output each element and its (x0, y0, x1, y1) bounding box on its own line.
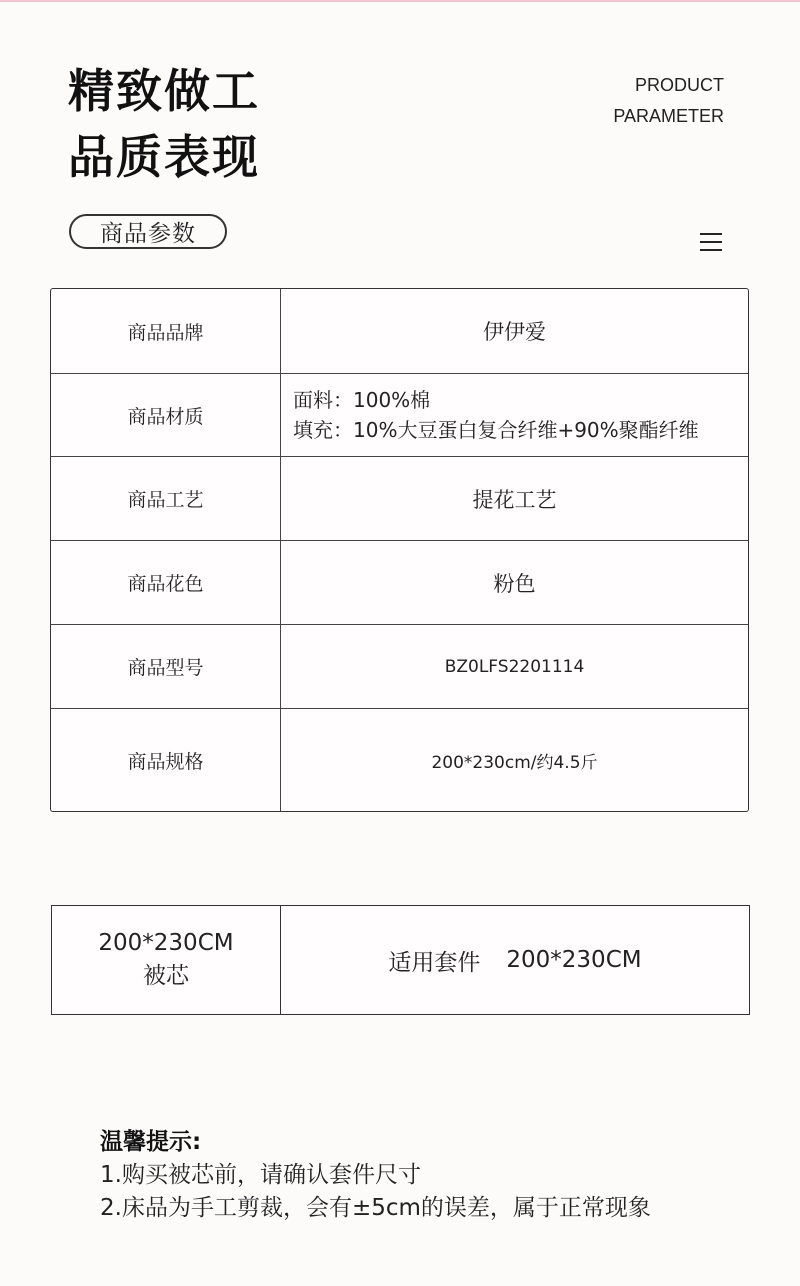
table-row-spec (51, 708, 748, 811)
tips-line-2: 2.床品为手工剪裁，会有±5cm的误差，属于正常现象 (100, 1195, 651, 1221)
size-product-type: 被芯 (143, 963, 189, 989)
row-label: 商品材质 (51, 374, 281, 456)
table-row-brand (51, 289, 748, 373)
top-accent-line (0, 0, 800, 2)
section-pill-label: 商品参数 (69, 214, 227, 249)
fit-set-label: 适用套件 (388, 949, 481, 976)
row-value (281, 374, 748, 456)
english-subtitle-line-1: PRODUCT (635, 75, 724, 95)
material-fabric: 面料：100%棉 (293, 388, 431, 412)
row-value: 粉色 (493, 571, 536, 596)
size-dimension: 200*230CM (98, 930, 234, 956)
menu-icon[interactable] (700, 233, 722, 253)
row-label: 商品工艺 (51, 457, 281, 540)
english-subtitle-line-2: PARAMETER (613, 106, 724, 126)
row-value: 伊伊爱 (483, 320, 546, 344)
title-line-1: 精致做工 (68, 64, 260, 118)
row-label: 商品规格 (51, 709, 281, 811)
row-label: 商品花色 (51, 541, 281, 624)
parameter-table (50, 288, 749, 812)
fit-set-value: 200*230CM (506, 947, 642, 973)
table-row-craft (51, 456, 748, 540)
row-label: 商品型号 (51, 625, 281, 708)
tips-line-1: 1.购买被芯前，请确认套件尺寸 (100, 1162, 421, 1188)
size-table (51, 905, 750, 1015)
tips-title: 温馨提示: (100, 1129, 202, 1155)
tips-section (100, 1126, 651, 1225)
title-line-2: 品质表现 (68, 130, 260, 184)
english-subtitle (613, 70, 724, 132)
row-value: 200*230cm/约4.5斤 (431, 752, 598, 773)
page-title (68, 58, 260, 190)
material-filling: 填充：10%大豆蛋白复合纤维+90%聚酯纤维 (293, 418, 699, 442)
size-right-cell (281, 906, 749, 1014)
table-row-color (51, 540, 748, 624)
table-row-model (51, 624, 748, 708)
size-left-cell (52, 906, 281, 1014)
table-row-material (51, 373, 748, 456)
row-label: 商品品牌 (51, 289, 281, 373)
row-value: 提花工艺 (472, 487, 557, 512)
row-value: BZ0LFS2201114 (444, 656, 585, 677)
